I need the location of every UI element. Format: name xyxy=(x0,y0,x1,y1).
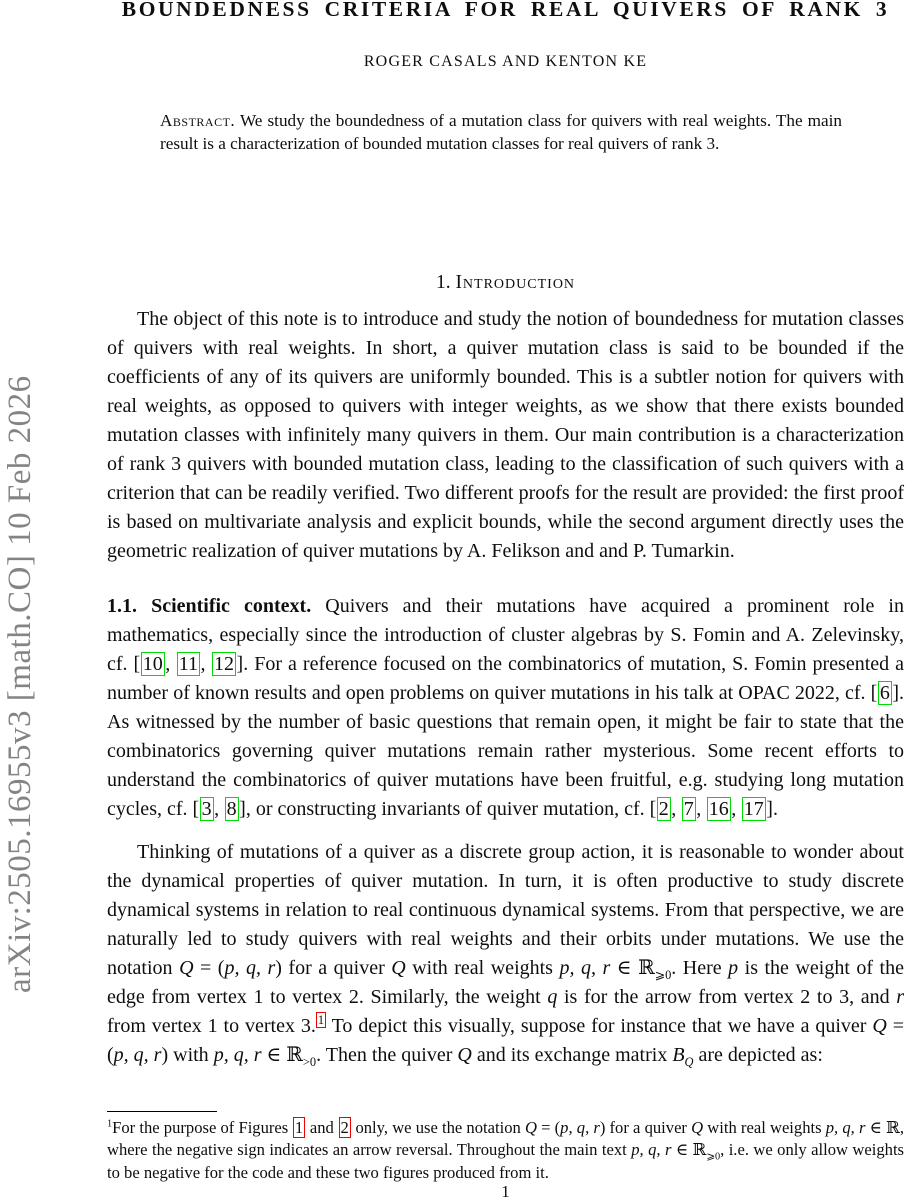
text-run: from vertex 1 to vertex 3. xyxy=(107,1015,316,1037)
math-inline: Q xyxy=(179,957,194,979)
dynamics-paragraph xyxy=(107,838,904,1070)
math-inline: Q xyxy=(457,1044,472,1066)
arxiv-watermark-text: arXiv:2505.16955v3 [math.CO] 10 Feb 2026 xyxy=(2,375,38,993)
text-run: is the weight of the edge from vertex 1 to vertex 2. Similarly, the weight xyxy=(107,957,904,1008)
paper-title: BOUNDEDNESS CRITERIA FOR REAL QUIVERS OF RANK 3 xyxy=(121,0,890,21)
paper-authors: ROGER CASALS AND KENTON KE xyxy=(363,53,648,70)
text-run: are depicted as: xyxy=(693,1044,823,1066)
scientific-context-paragraph xyxy=(107,592,904,824)
text-run: = ( xyxy=(107,1015,904,1066)
subscript: ⩾0 xyxy=(654,968,672,982)
math-inline: p, q, r xyxy=(560,1118,600,1137)
text-run: Quivers and their mutations have acquired a prominent role in mathematics, especially since the introduction of cluster algebras by S. Fomin and A. Zelevinsky, cf. [ xyxy=(107,595,904,675)
abstract-label: Abstract. xyxy=(160,111,236,130)
figure-ref-link[interactable]: 2 xyxy=(340,1118,349,1137)
footnote-marker-link[interactable]: 1 xyxy=(317,1013,325,1028)
math-inline: p xyxy=(728,957,739,979)
text-run: Thinking of mutations of a quiver as a discrete group action, it is reasonable to wonder about the dynamical properties of quiver mutation. In turn, it is often productive to study discrete dynamical systems in relation to real continuous dynamical systems. From that perspective, we are naturally led to study quivers with real weights and their orbits under mutations. We use the notation xyxy=(107,841,904,979)
text-run: ]. xyxy=(766,798,778,820)
subscript: >0 xyxy=(302,1055,317,1069)
text-run: To depict this visually, suppose for instance that we have a quiver xyxy=(326,1015,873,1037)
math-inline: q xyxy=(547,986,558,1008)
text-run: , xyxy=(696,798,707,820)
math-subscript: Q xyxy=(684,1055,694,1069)
citation-link[interactable]: 2 xyxy=(658,798,669,820)
page-number: 1 xyxy=(501,1182,510,1200)
text-run: = ( xyxy=(193,957,225,979)
math-inline: p, q, r xyxy=(113,1044,162,1066)
text-run: and xyxy=(305,1118,338,1137)
citation-link[interactable]: 3 xyxy=(201,798,212,820)
citation-link[interactable]: 11 xyxy=(178,653,199,675)
math-inline: r xyxy=(896,986,905,1008)
citation-link[interactable]: 10 xyxy=(142,653,163,675)
text-run: For the purpose of Figures xyxy=(112,1118,293,1137)
citation-link[interactable]: 16 xyxy=(708,798,729,820)
text-run: is for the arrow from vertex 2 to 3, and xyxy=(557,986,897,1008)
math-inline: Q xyxy=(691,1118,704,1137)
math-inline: Q xyxy=(391,957,406,979)
citation-link[interactable]: 12 xyxy=(214,653,235,675)
text-run: ) with xyxy=(161,1044,214,1066)
text-run: , xyxy=(731,798,742,820)
text-run: , xyxy=(671,798,682,820)
bold-run-in-heading: 1.1. Scientific context. xyxy=(107,595,312,617)
math-inline: p, q, r xyxy=(631,1140,672,1160)
citation-link[interactable]: 7 xyxy=(683,798,694,820)
abstract xyxy=(160,110,842,155)
citation-link[interactable]: 8 xyxy=(226,798,237,820)
section-title: Introduction xyxy=(455,272,576,293)
math-inline: p, q, r xyxy=(213,1044,262,1066)
text-run: ∈ ℝ, where the negative sign indicates an arrow reversal. Throughout the main text xyxy=(107,1118,904,1160)
text-run: . Then the quiver xyxy=(316,1044,458,1066)
citation-link[interactable]: 6 xyxy=(879,682,890,704)
text-run: ∈ ℝ xyxy=(671,1140,707,1160)
arxiv-watermark xyxy=(2,375,39,993)
text-run: ) for a quiver xyxy=(275,957,392,979)
text-run: . Here xyxy=(671,957,729,979)
footnote-marker: 1 xyxy=(107,1118,113,1130)
math-inline: Q xyxy=(872,1015,887,1037)
section-heading-introduction xyxy=(107,271,904,295)
text-run: only, we use the notation xyxy=(351,1118,525,1137)
text-run: with real weights xyxy=(405,957,560,979)
math-inline: Q xyxy=(524,1118,537,1137)
text-run: ], or constructing invariants of quiver mutation, cf. [ xyxy=(239,798,657,820)
math-inline: p, q, r xyxy=(224,957,276,979)
text-run: ∈ ℝ xyxy=(610,957,655,979)
text-run: ) for a quiver xyxy=(599,1118,692,1137)
text-run: ∈ ℝ xyxy=(261,1044,303,1066)
math-inline: p, q, r xyxy=(825,1118,866,1137)
figure-ref-link[interactable]: 1 xyxy=(294,1118,304,1137)
text-run: The object of this note is to introduce and study the notion of boundedness for mutation classes of quivers with real weights. In short, a quiver mutation class is said to be bounded if the coefficients of any of its quivers are uniformly bounded. This is a subtler notion for quivers with real weights, as opposed to quivers with integer weights, as we show that there exists bounded mutation classes with infinitely many quivers in them. Our main contribution is a characterization of rank 3 quivers with bounded mutation class, leading to the classification of such quivers with a criterion that can be readily verified. Two different proofs for the result are provided: the first proof is based on multivariate analysis and explicit bounds, while the second argument directly uses the geometric realization of quiver mutations by A. Felikson and and P. Tumarkin. xyxy=(107,308,904,562)
section-number: 1. xyxy=(435,272,451,293)
text-run: , i.e. we only allow weights to be negative for the code and these two figures produced from it. xyxy=(107,1140,905,1182)
subscript: ⩾0 xyxy=(706,1151,721,1163)
text-run: ]. For a reference focused on the combinatorics of mutation, S. Fomin presented a number of known results and open problems on quiver mutations in his talk at OPAC 2022, cf. [ xyxy=(107,653,905,704)
text-run: ]. As witnessed by the number of basic questions that remain open, it might be fair to state that the combinatorics governing quiver mutations remain rather mysterious. Some recent efforts to understand the combinatorics of quiver mutations have been fruitful, e.g. studying long mutation cycles, cf. [ xyxy=(107,682,904,820)
abstract-text: We study the boundedness of a mutation class for quivers with real weights. The main result is a characterization of bounded mutation classes for real quivers of rank 3. xyxy=(160,111,842,153)
intro-paragraph xyxy=(107,305,904,566)
text-run: , xyxy=(200,653,212,675)
footnote xyxy=(107,1117,904,1184)
math-inline: B xyxy=(672,1044,685,1066)
citation-link[interactable]: 17 xyxy=(743,798,764,820)
text-run: and its exchange matrix xyxy=(471,1044,673,1066)
text-run: with real weights xyxy=(703,1118,826,1137)
footnote-rule xyxy=(107,1111,217,1112)
text-run: , xyxy=(165,653,177,675)
math-inline: p, q, r xyxy=(559,957,611,979)
text-run: = ( xyxy=(536,1118,561,1137)
text-run: , xyxy=(214,798,225,820)
